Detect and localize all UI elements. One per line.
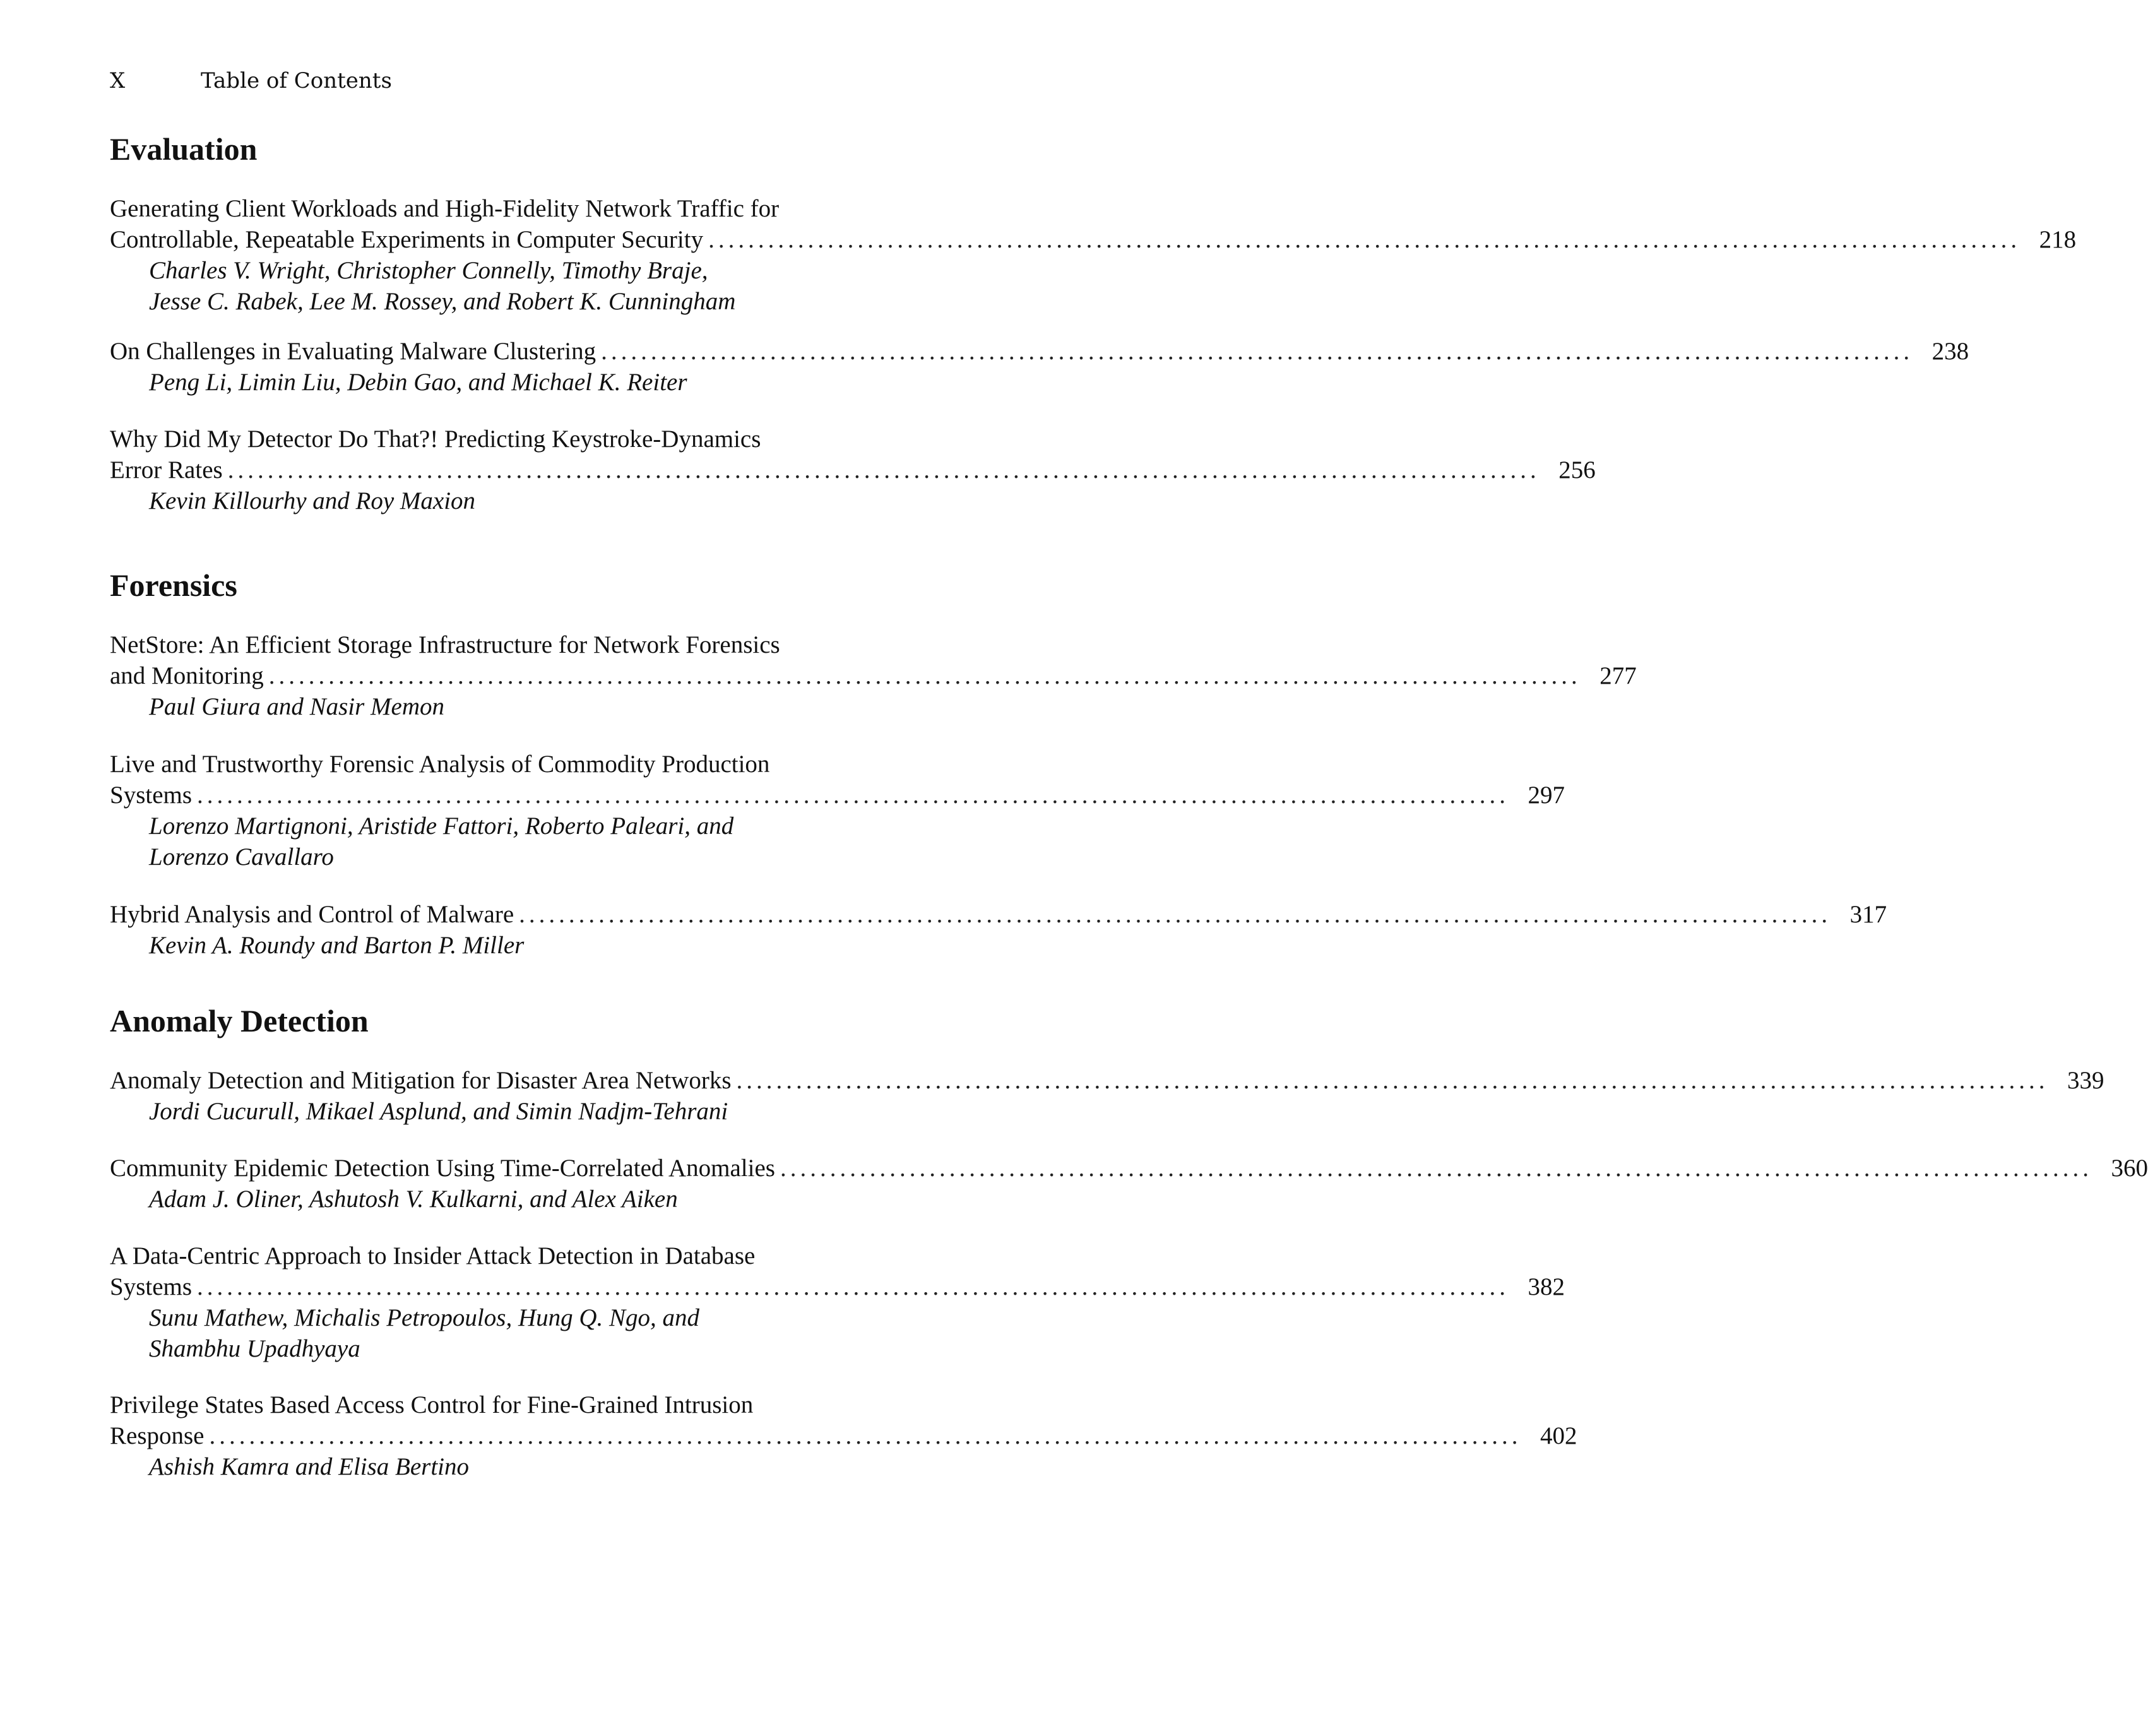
toc-entry[interactable] — [110, 1153, 2148, 1215]
dot-leader: .................................................................................................................................... — [601, 338, 1914, 365]
section-title: Forensics — [110, 568, 237, 603]
dot-leader: .................................................................................................................................... — [708, 226, 2021, 253]
entry-title-line: Systems — [110, 782, 193, 809]
entry-title-line: On Challenges in Evaluating Malware Clustering — [110, 338, 596, 365]
entry-title-row — [110, 660, 1637, 691]
entry-authors: Peng Li, Limin Liu, Debin Gao, and Michael K. Reiter — [149, 369, 687, 396]
toc-entry[interactable] — [110, 1065, 2104, 1127]
entry-authors: Jordi Cucurull, Mikael Asplund, and Simin Nadjm-Tehrani — [149, 1098, 728, 1125]
toc-entry[interactable] — [110, 424, 1596, 516]
dot-leader: .................................................................................................................................... — [519, 901, 1832, 928]
entry-title-line: Systems — [110, 1273, 193, 1300]
dot-leader: .................................................................................................................................... — [780, 1155, 2092, 1182]
entry-page-number: 382 — [1528, 1273, 1565, 1300]
toc-section — [110, 1002, 2148, 1480]
entry-authors: Shambhu Upadhyaya — [149, 1335, 360, 1362]
dot-leader: .................................................................................................................................... — [268, 662, 1581, 689]
page-number-roman: X — [110, 68, 126, 93]
dot-leader: .................................................................................................................................... — [736, 1067, 2049, 1094]
toc-entry[interactable] — [110, 629, 1637, 722]
toc-entry[interactable] — [110, 336, 1969, 398]
entry-authors: Adam J. Oliner, Ashutosh V. Kulkarni, and Alex Aiken — [149, 1186, 678, 1213]
entry-title-row — [110, 1420, 1577, 1451]
entry-title-line: Live and Trustworthy Forensic Analysis of Commodity Production — [110, 751, 770, 778]
dot-leader: .................................................................................................................................... — [209, 1422, 1522, 1449]
entry-page-number: 317 — [1849, 901, 1887, 928]
toc-entry[interactable] — [110, 899, 1887, 961]
toc-entry[interactable] — [110, 193, 2077, 317]
entry-title-line: A Data-Centric Approach to Insider Attack Detection in Database — [110, 1242, 756, 1269]
entry-authors: Kevin Killourhy and Roy Maxion — [149, 487, 476, 514]
entry-title-line: Hybrid Analysis and Control of Malware — [110, 901, 514, 928]
toc-section — [110, 130, 2077, 514]
entry-authors: Kevin A. Roundy and Barton P. Miller — [149, 932, 525, 959]
entry-title-line: Privilege States Based Access Control for Fine-Grained Intrusion — [110, 1391, 754, 1418]
dot-leader: .................................................................................................................................... — [197, 782, 1510, 809]
entry-title-row — [110, 224, 2077, 255]
running-header-title: Table of Contents — [201, 68, 392, 93]
entry-title-row — [110, 899, 1887, 930]
entry-title-line: Anomaly Detection and Mitigation for Disaster Area Networks — [110, 1067, 732, 1094]
entry-authors: Jesse C. Rabek, Lee M. Rossey, and Robert K. Cunningham — [149, 288, 736, 315]
entry-title-row — [110, 780, 1565, 811]
entry-page-number: 218 — [2039, 226, 2077, 253]
entry-title-row — [110, 455, 1596, 485]
entry-authors: Lorenzo Cavallaro — [149, 843, 334, 871]
entry-title-line: Response — [110, 1422, 205, 1449]
entry-title-line: NetStore: An Efficient Storage Infrastructure for Network Forensics — [110, 631, 780, 658]
entry-title-row — [110, 1065, 2104, 1096]
entry-title-line: Why Did My Detector Do That?! Predicting Keystroke-Dynamics — [110, 425, 761, 453]
entry-page-number: 297 — [1528, 782, 1565, 809]
toc-entry[interactable] — [110, 1389, 1577, 1482]
entry-title-line: Community Epidemic Detection Using Time-Correlated Anomalies — [110, 1155, 775, 1182]
entry-page-number: 360 — [2111, 1155, 2148, 1182]
entry-authors: Charles V. Wright, Christopher Connelly, Timothy Braje, — [149, 257, 708, 284]
section-title: Evaluation — [110, 131, 258, 167]
entry-authors: Paul Giura and Nasir Memon — [149, 693, 444, 720]
entry-title-line: Controllable, Repeatable Experiments in Computer Security — [110, 226, 704, 253]
running-header — [110, 68, 392, 93]
toc-entry[interactable] — [110, 749, 1565, 872]
toc-entry[interactable] — [110, 1240, 1565, 1364]
entry-title-row — [110, 1153, 2148, 1184]
entry-title-row — [110, 336, 1969, 367]
entry-authors: Ashish Kamra and Elisa Bertino — [149, 1453, 470, 1480]
toc-section — [110, 566, 1887, 959]
entry-page-number: 238 — [1931, 338, 1969, 365]
section-title: Anomaly Detection — [110, 1003, 369, 1038]
entry-page-number: 256 — [1558, 456, 1596, 484]
entry-authors: Lorenzo Martignoni, Aristide Fattori, Roberto Paleari, and — [149, 812, 734, 840]
entry-page-number: 339 — [2067, 1067, 2104, 1094]
entry-title-line: Generating Client Workloads and High-Fidelity Network Traffic for — [110, 195, 780, 222]
dot-leader: .................................................................................................................................... — [227, 456, 1540, 484]
entry-page-number: 277 — [1599, 662, 1637, 689]
entry-title-line: Error Rates — [110, 456, 223, 484]
entry-authors: Sunu Mathew, Michalis Petropoulos, Hung Q. Ngo, and — [149, 1304, 700, 1331]
entry-title-line: and Monitoring — [110, 662, 264, 689]
entry-title-row — [110, 1271, 1565, 1302]
dot-leader: .................................................................................................................................... — [197, 1273, 1510, 1300]
entry-page-number: 402 — [1540, 1422, 1577, 1449]
